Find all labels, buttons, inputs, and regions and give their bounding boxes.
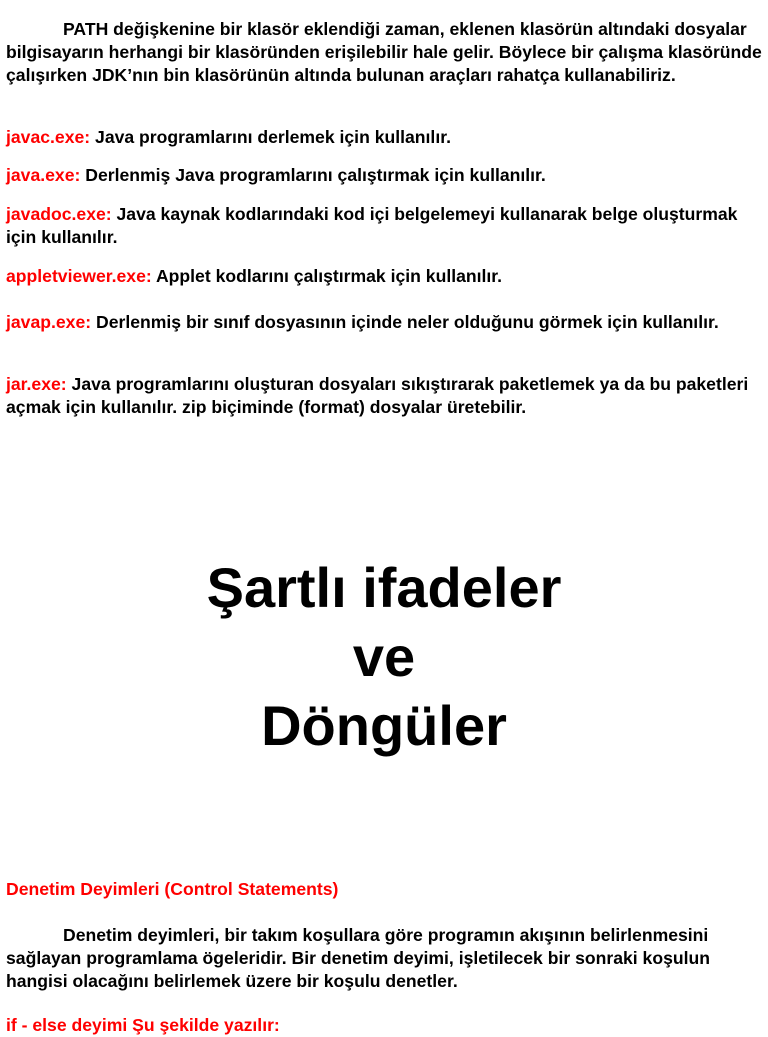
section-title-line: Döngüler <box>261 694 507 757</box>
tool-description: Java programlarını oluşturan dosyaları sıkıştırarak paketlemek ya da bu paketleri açmak için kullanılır. zip biçiminde (format) dosyalar üretebilir. <box>6 374 749 417</box>
tool-entry-jar <box>6 373 762 419</box>
tool-name: java.exe: <box>6 165 81 185</box>
control-statements-paragraph <box>6 924 762 993</box>
tool-entry-appletviewer <box>6 265 762 288</box>
tool-description: Java kaynak kodlarındaki kod içi belgelemeyi kullanarak belge oluşturmak için kullanılır. <box>6 204 738 247</box>
tool-description: Java programlarını derlemek için kullanılır. <box>90 127 451 147</box>
control-statements-heading: Denetim Deyimleri (Control Statements) <box>6 879 339 899</box>
intro-text: PATH değişkenine bir klasör eklendiği zaman, eklenen klasörün altındaki dosyalar bilgisayarın herhangi bir klasöründen erişilebilir hale gelir. Böylece bir çalışma klasöründe çalışırken JDK’nın bin klasörünün altında bulunan araçları rahatça kullanabiliriz. <box>6 19 762 85</box>
section-title <box>0 553 768 760</box>
tool-name: javadoc.exe: <box>6 204 112 224</box>
section-title-line: ve <box>352 625 416 688</box>
tool-description: Derlenmiş Java programlarını çalıştırmak için kullanılır. <box>80 165 546 185</box>
tool-name: javap.exe: <box>6 312 92 332</box>
if-else-heading: if - else deyimi Şu şekilde yazılır: <box>6 1015 280 1035</box>
tool-entry-java <box>6 164 762 187</box>
tool-entry-javap <box>6 311 762 334</box>
tool-name: jar.exe: <box>6 374 67 394</box>
tool-entry-javadoc <box>6 203 762 249</box>
tool-entry-javac <box>6 126 762 149</box>
section-title-line: Şartlı ifadeler <box>206 556 562 619</box>
control-statements-text: Denetim deyimleri, bir takım koşullara göre programın akışının belirlenmesini sağlayan programlama ögeleridir. Bir denetim deyimi, işletilecek bir sonraki koşulun hangisi olacağını belirlemek üzere bir koşulu denetler. <box>6 925 710 991</box>
tool-name: javac.exe: <box>6 127 91 147</box>
tool-description: Derlenmiş bir sınıf dosyasının içinde neler olduğunu görmek için kullanılır. <box>91 312 719 332</box>
tool-description: Applet kodlarını çalıştırmak için kullanılır. <box>151 266 503 286</box>
tool-name: appletviewer.exe: <box>6 266 152 286</box>
intro-paragraph <box>6 18 762 87</box>
